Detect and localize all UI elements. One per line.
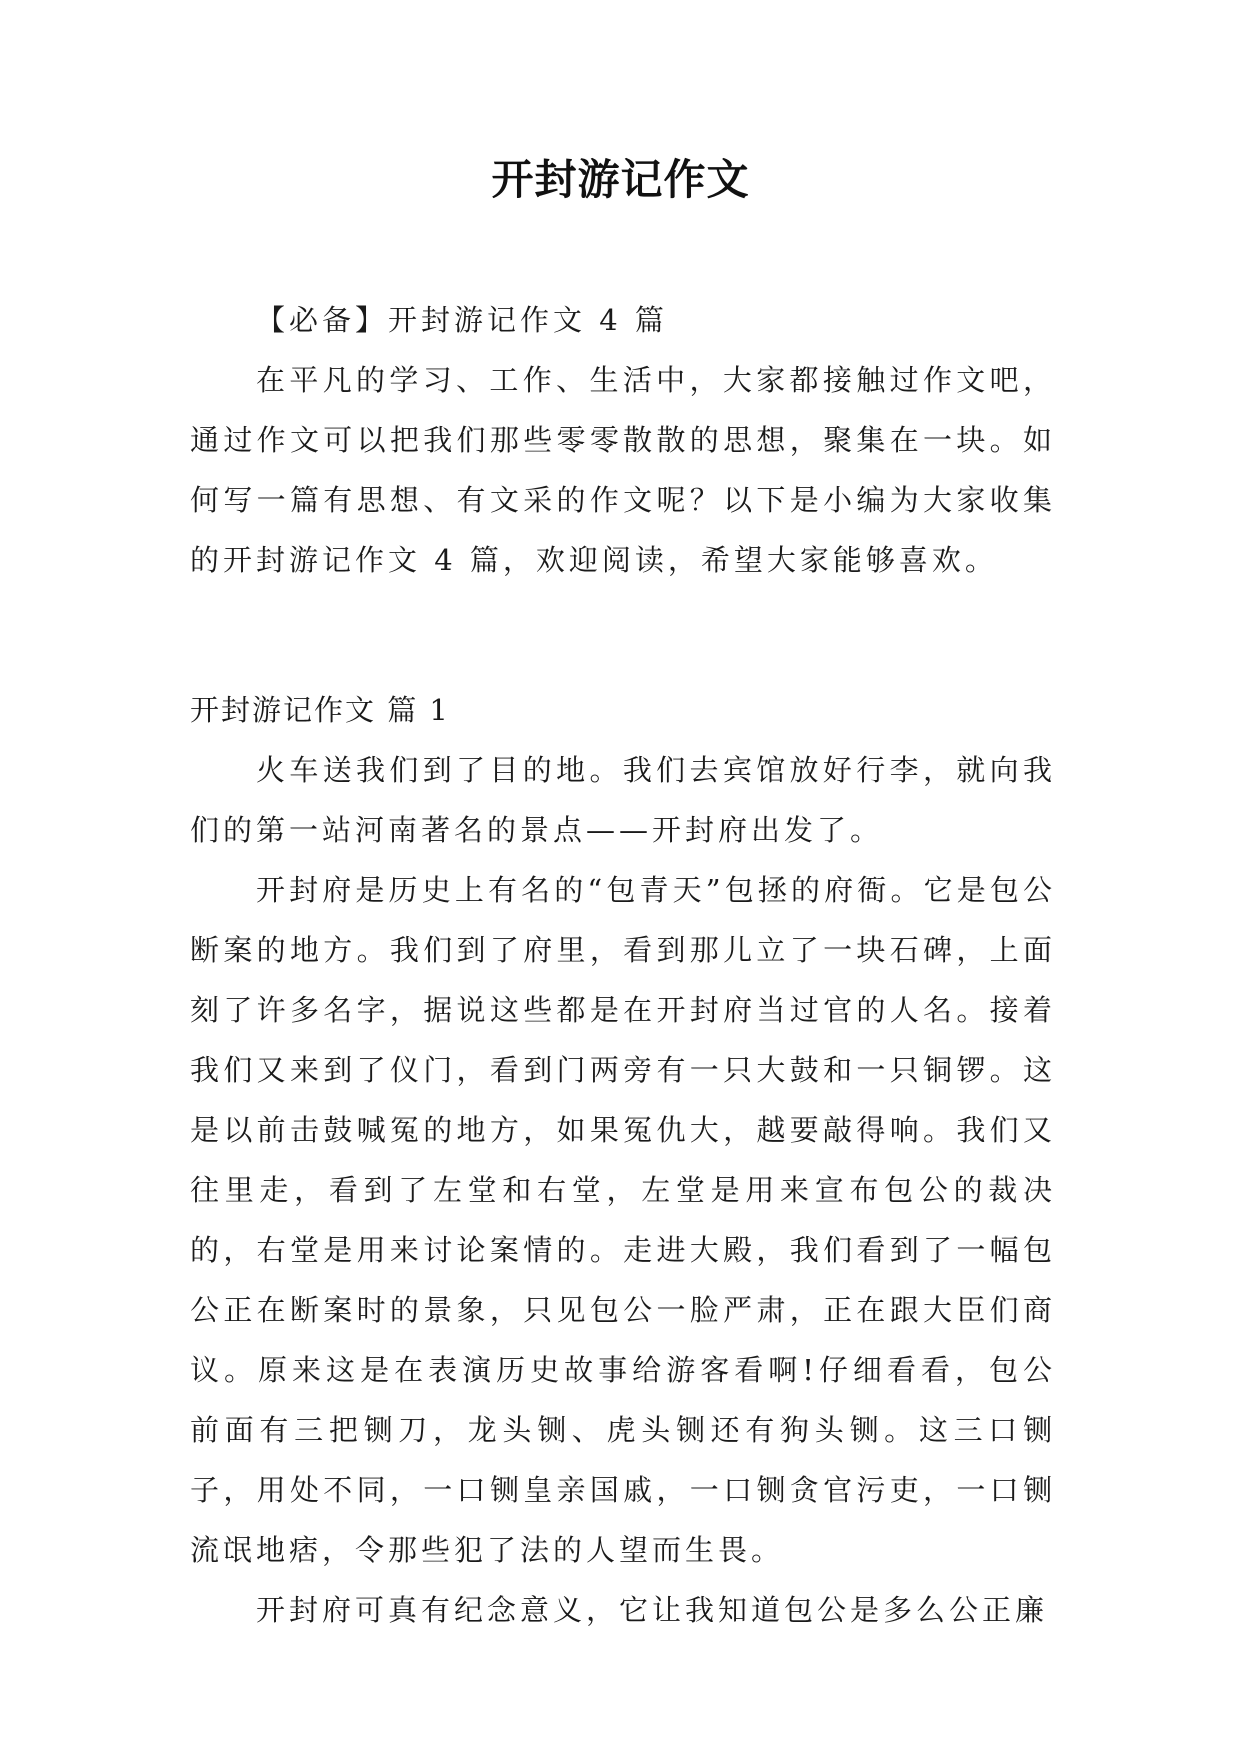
document-subtitle: 【必备】开封游记作文 4 篇 (256, 303, 668, 337)
body-paragraph-1: 火车送我们到了目的地。我们去宾馆放好行李，就向我们的第一站河南著名的景点——开封府出发了。 (190, 753, 1056, 847)
document-title: 开封游记作文 (491, 155, 750, 204)
document-body (190, 290, 1056, 1640)
body-paragraph-2: 开封府是历史上有名的“包青天”包拯的府衙。它是包公断案的地方。我们到了府里，看到那儿立了一块石碑，上面刻了许多名字，据说这些都是在开封府当过官的人名。接着我们又来到了仪门，看到门两旁有一只大鼓和一只铜锣。这是以前击鼓喊冤的地方，如果冤仇大，越要敲得响。我们又往里走，看到了左堂和右堂，左堂是用来宣布包公的裁决的，右堂是用来讨论案情的。走进大殿，我们看到了一幅包公正在断案时的景象，只见包公一脸严肃，正在跟大臣们商议。原来这是在表演历史故事给游客看啊!仔细看看，包公前面有三把铡刀，龙头铡、虎头铡还有狗头铡。这三口铡子，用处不同，一口铡皇亲国戚，一口铡贪官污吏，一口铡流氓地痞，令那些犯了法的人望而生畏。 (190, 873, 1056, 1567)
body-paragraph-3: 开封府可真有纪念意义，它让我知道包公是多么公正廉 (256, 1593, 1049, 1627)
section-gap (190, 590, 1056, 680)
section-heading: 开封游记作文 篇 1 (190, 693, 450, 727)
intro-paragraph: 在平凡的学习、工作、生活中，大家都接触过作文吧，通过作文可以把我们那些零零散散的思想，聚集在一块。如何写一篇有思想、有文采的作文呢？以下是小编为大家收集的开封游记作文 4 篇，欢迎阅读，希望大家能够喜欢。 (190, 363, 1056, 577)
